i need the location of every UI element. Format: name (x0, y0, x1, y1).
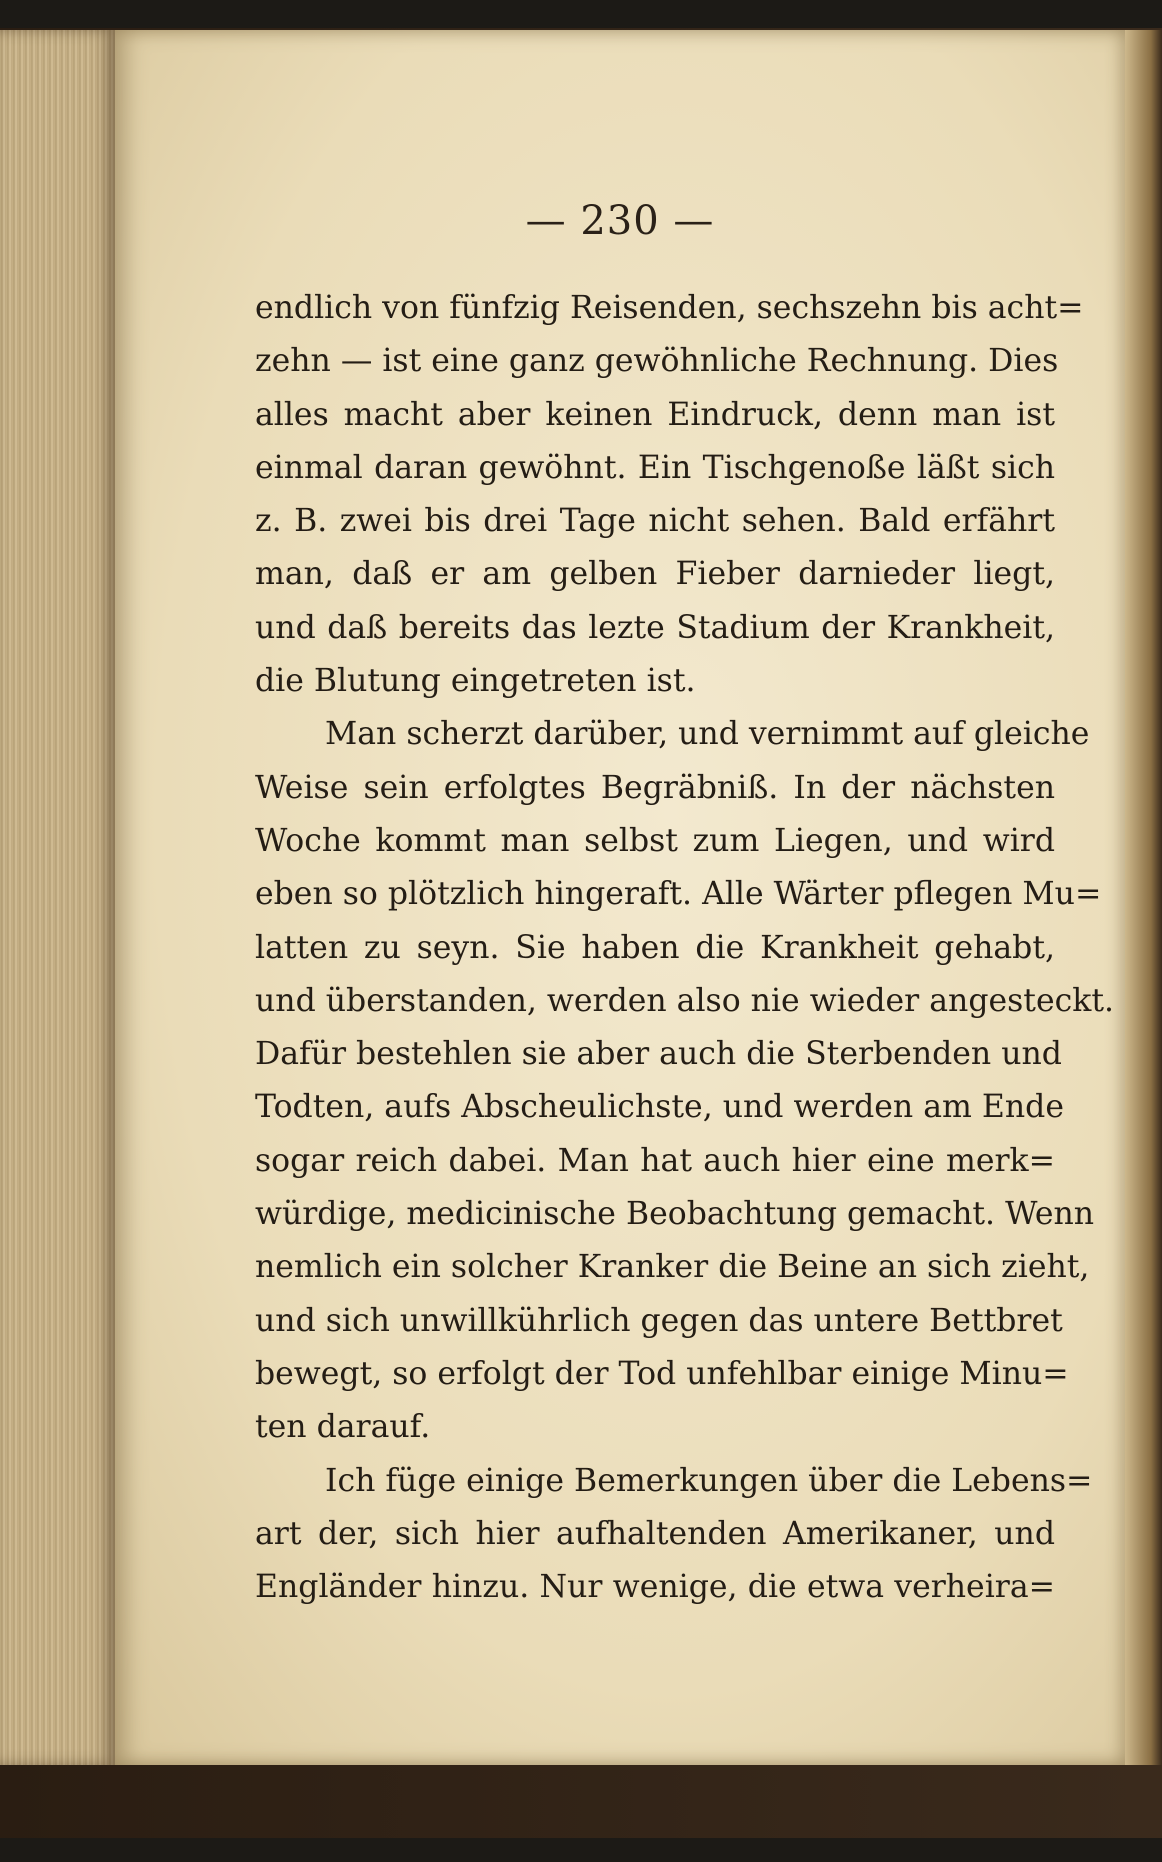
text-line: Ich füge einige Bemerkungen über die Lebens= (325, 1462, 1093, 1499)
text-line: ten darauf. (255, 1409, 431, 1446)
text-line: art der, sich hier aufhaltenden Amerikaner, und (255, 1515, 1055, 1552)
text-line: Todten, aufs Abscheulichste, und werden am Ende (255, 1089, 1064, 1126)
text-line: nemlich ein solcher Kranker die Beine an sich zieht, (255, 1249, 1090, 1286)
text-line: endlich von fünfzig Reisenden, sechszehn bis acht= (255, 290, 1084, 326)
text-line: Dafür bestehlen sie aber auch die Sterbenden und (255, 1036, 1062, 1073)
text-line: Man scherzt darüber, und vernimmt auf gleiche (325, 716, 1090, 753)
text-line: z. B. zwei bis drei Tage nicht sehen. Bald erfährt (255, 503, 1055, 540)
text-line: Woche kommt man selbst zum Liegen, und wird (255, 822, 1055, 859)
text-line: bewegt, so erfolgt der Tod unfehlbar einige Minu= (255, 1355, 1069, 1392)
page-edges-left (0, 30, 115, 1765)
text-line: latten zu seyn. Sie haben die Krankheit gehabt, (255, 929, 1055, 966)
page-edge-right (1125, 30, 1162, 1765)
text-line: einmal daran gewöhnt. Ein Tischgenoße läßt sich (255, 449, 1055, 486)
text-line: Engländer hinzu. Nur wenige, die etwa verheira= (255, 1569, 1055, 1606)
text-line: man, daß er am gelben Fieber darnieder liegt, (255, 556, 1055, 593)
text-line: Weise sein erfolgtes Begräbniß. In der nächsten (255, 769, 1055, 806)
text-line: und sich unwillkührlich gegen das untere Bettbret (255, 1302, 1063, 1339)
text-line: und überstanden, werden also nie wieder angesteckt. (255, 982, 1114, 1019)
text-line: alles macht aber keinen Eindruck, denn man ist (255, 396, 1055, 433)
text-line: zehn — ist eine ganz gewöhnliche Rechnung. Dies (255, 343, 1059, 380)
text-line: eben so plötzlich hingeraft. Alle Wärter pflegen Mu= (255, 876, 1102, 913)
text-line: und daß bereits das lezte Stadium der Krankheit, (255, 609, 1055, 646)
page-body-text (255, 282, 1114, 1614)
page-number-header: — 230 — (525, 198, 715, 244)
text-line: sogar reich dabei. Man hat auch hier eine merk= (255, 1142, 1055, 1179)
text-line: würdige, medicinische Beobachtung gemacht. Wenn (255, 1196, 1095, 1233)
text-line: die Blutung eingetreten ist. (255, 663, 696, 700)
